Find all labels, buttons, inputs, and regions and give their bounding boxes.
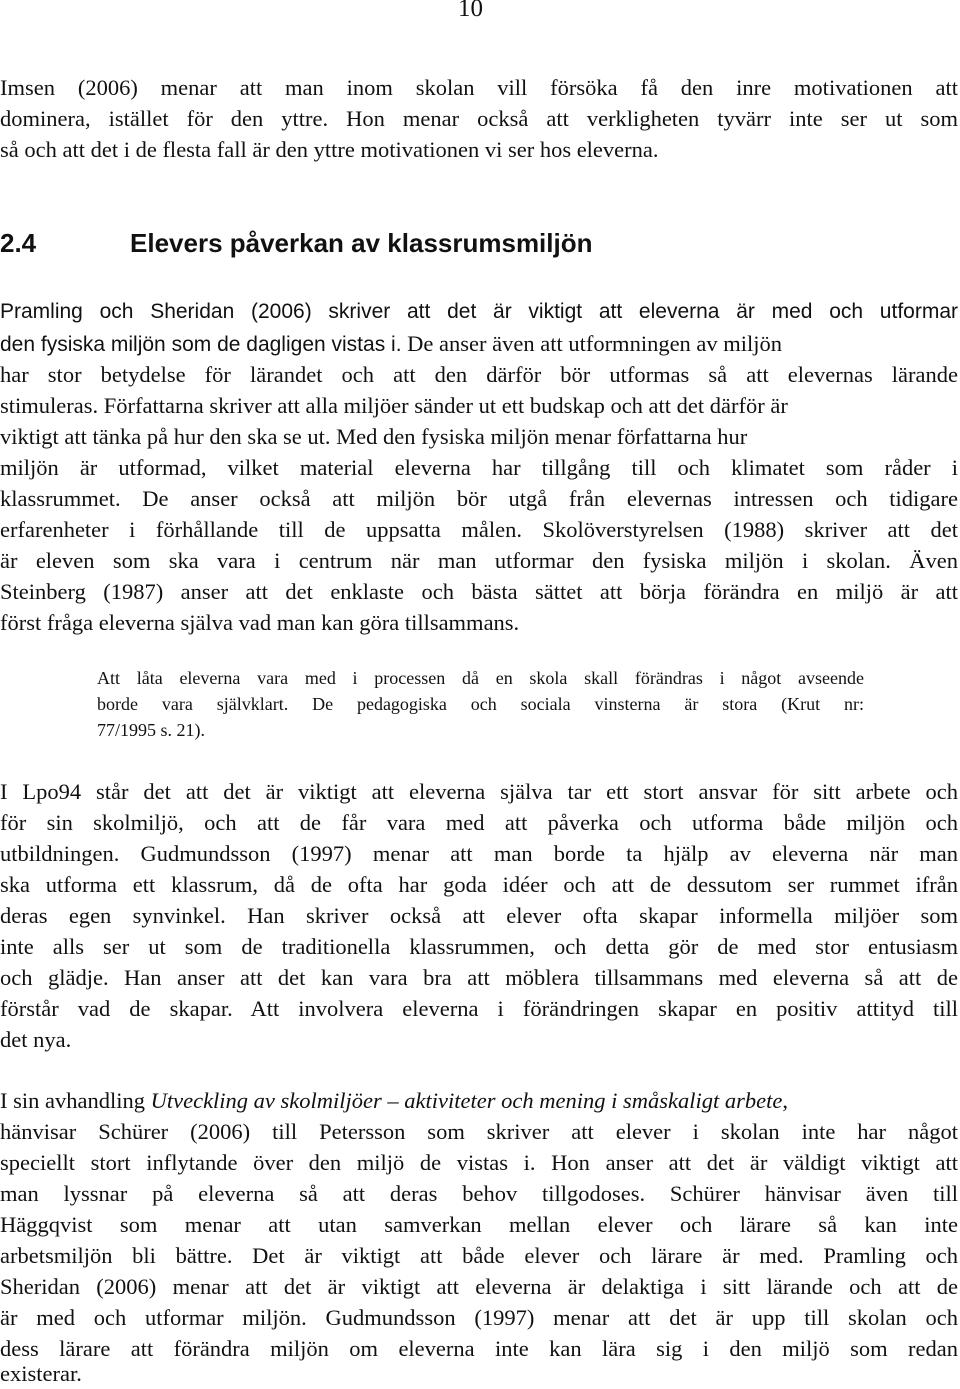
thesis-title: Utveckling av skolmiljöer – aktiviteter och mening i småskaligt arbete <box>150 1088 783 1113</box>
text-line: förstår vad de skapar. Att involvera eleverna i förändringen skapar en positiv attityd till <box>0 996 958 1021</box>
text-serif: , <box>782 1088 788 1113</box>
quote-line: Att låta eleverna vara med i processen då en skola skall förändras i något avseende <box>97 668 864 688</box>
text-line: först fråga eleverna själva vad man kan göra tillsammans. <box>0 610 520 635</box>
text-line <box>0 390 958 421</box>
text-sans: den fysiska miljön som de dagligen vistas i. <box>0 333 402 356</box>
text-line: har stor betydelse för lärandet och att den därför bör utformas så att elevernas lärande <box>0 362 958 387</box>
text-line: klassrummet. De anser också att miljön bör utgå från elevernas intressen och tidigare <box>0 486 958 511</box>
text-line: existerar. <box>0 1361 82 1386</box>
section-title: Elevers påverkan av klassrumsmiljön <box>130 228 593 258</box>
text-serif: I sin avhandling <box>0 1088 151 1113</box>
page-number: 10 <box>458 0 483 22</box>
text-line: miljön är utformad, vilket material eleverna har tillgång till och klimatet som råder i <box>0 455 958 480</box>
text-serif: Med den fysiska miljön menar författarna hur <box>330 424 748 449</box>
text-line: för sin skolmiljö, och att de får vara med att påverka och utforma både miljön och <box>0 810 958 835</box>
text-line: hänvisar Schürer (2006) till Petersson som skriver att elever i skolan inte har något <box>0 1119 958 1144</box>
text-line: ska utforma ett klassrum, då de ofta har goda idéer och att de dessutom ser rummet ifrån <box>0 872 958 897</box>
text-line: Häggqvist som menar att utan samverkan mellan elever och lärare så kan inte <box>0 1212 958 1237</box>
quote-line: 77/1995 s. 21). <box>97 720 205 740</box>
text-line: dess lärare att förändra miljön om eleverna inte kan lära sig i den miljö som redan <box>0 1336 958 1361</box>
text-serif: viktigt att tänka på hur den ska se ut. <box>0 424 331 449</box>
text-line: det nya. <box>0 1027 72 1052</box>
text-serif: Författarna skriver att alla miljöer sänder ut ett budskap och att det därför är <box>98 393 788 418</box>
text-serif: stimuleras. <box>0 393 99 418</box>
text-line: Steinberg (1987) anser att det enklaste och bästa sättet att börja förändra en miljö är att <box>0 579 958 604</box>
text-line: speciellt stort inflytande över den miljö de vistas i. Hon anser att det är väldigt viktigt att <box>0 1150 958 1175</box>
text-line: är eleven som ska vara i centrum när man utformar den fysiska miljön i skolan. Även <box>0 548 958 573</box>
text-line: Pramling och Sheridan (2006) skriver att det är viktigt att eleverna är med och utformar <box>0 300 958 323</box>
text-line <box>0 1085 958 1116</box>
text-line <box>0 328 958 360</box>
text-line: är med och utformar miljön. Gudmundsson (1997) menar att det är upp till skolan och <box>0 1305 958 1330</box>
section-heading <box>0 226 958 260</box>
text-line: Imsen (2006) menar att man inom skolan vill försöka få den inre motivationen att <box>0 75 958 100</box>
text-line: Sheridan (2006) menar att det är viktigt att eleverna är delaktiga i sitt lärande och att de <box>0 1274 958 1299</box>
text-line: deras egen synvinkel. Han skriver också att elever ofta skapar informella miljöer som <box>0 903 958 928</box>
text-line: dominera, istället för den yttre. Hon menar också att verkligheten tyvärr inte ser ut som <box>0 106 958 131</box>
text-line: utbildningen. Gudmundsson (1997) menar att man borde ta hjälp av eleverna när man <box>0 841 958 866</box>
quote-line: borde vara självklart. De pedagogiska och sociala vinsterna är stora (Krut nr: <box>97 694 864 714</box>
text-line: inte alls ser ut som de traditionella klassrummen, och detta gör de med stor entusiasm <box>0 934 958 959</box>
text-line: så och att det i de flesta fall är den yttre motivationen vi ser hos eleverna. <box>0 137 659 162</box>
text-line: och glädje. Han anser att det kan vara bra att möblera tillsammans med eleverna så att de <box>0 965 958 990</box>
text-line <box>0 421 958 452</box>
text-line: erfarenheter i förhållande till de uppsatta målen. Skolöverstyrelsen (1988) skriver att det <box>0 517 958 542</box>
text-line: arbetsmiljön bli bättre. Det är viktigt att både elever och lärare är med. Pramling och <box>0 1243 958 1268</box>
text-line: man lyssnar på eleverna så att deras behov tillgodoses. Schürer hänvisar även till <box>0 1181 958 1206</box>
text-serif: De anser även att utformningen av miljön <box>401 331 783 356</box>
text-line: I Lpo94 står det att det är viktigt att eleverna själva tar ett stort ansvar för sitt arbete och <box>0 779 958 804</box>
section-number: 2.4 <box>0 228 37 258</box>
